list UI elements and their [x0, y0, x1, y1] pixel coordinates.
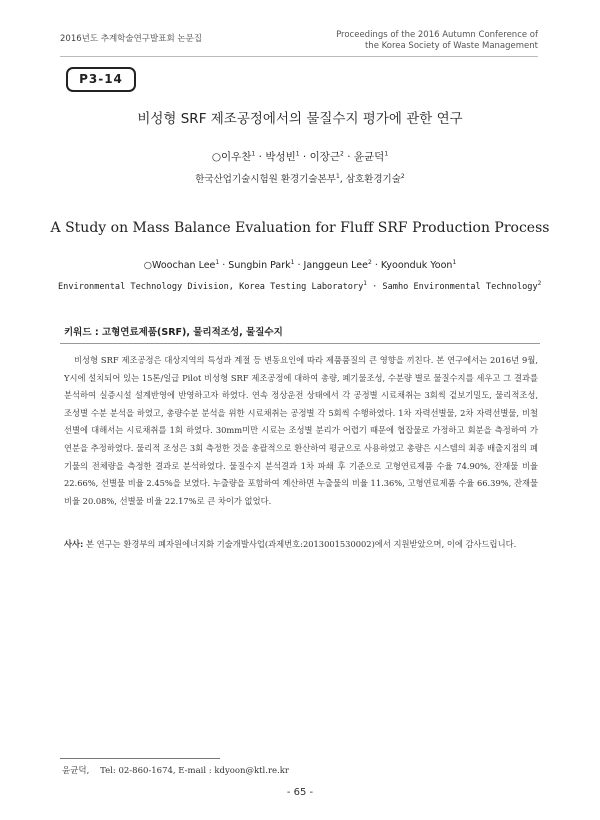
abstract-body: 비성형 SRF 제조공정은 대상지역의 특성과 계절 등 변동요인에 따라 제품품질의 큰 영향을 끼친다. 본 연구에서는 2016년 9월, Y시에 설치되어 있는 15톤/일급 Pilot 비성형 SRF 제조공정에 대하여 총량, 폐기물조성, 수분량 별로 물질수지를 세우고 그 결과를 분석하여 실증시설 설계반영에 반영하고자 하였다. 연속 정상운전 상태에서 각 공정별 시료채취는 3회씩 겉보기밀도, 물리적조성, 조성별 수분 분석을 하였고, 총량수분 분석을 위한 시료채취는 공정별 각 5회씩 수행하였다. 1차 자력선별물, 2차 자력선별물, 비철선별에 대해서는 시료채취를 1회 하였다. 30mm미만 시료는 조성별 분리가 어렵기 때문에 협잡물로 가정하고 회분을 측정하여 가연분을 추정하였다. 물리적 조성은 3회 측정한 것을 총괄적으로 환산하여 평균으로 사용하였고 총량은 시스템의 최종 배출지점의 폐기물의 전체량을 측정한 결과로 분석하였다. 물질수지 분석결과 1차 파쇄 후 기준으로 고형연료제품 수율 74.90%, 잔재물 비율 22.66%, 선별물 비율 2.45%을 보였다. 누출량을 포함하여 계산하면 누출물의 비율 11.36%, 고형연료제품 수율 66.39%, 잔재물 비율 20.08%, 선별물 비율 22.17%로 큰 차이가 없었다.: [64, 355, 538, 506]
affiliation-2: 삼호환경기술: [345, 174, 401, 185]
corresponding-author-footnote: 윤균덕, Tel: 02-860-1674, E-mail : kdyoon@ktl.re.kr: [62, 766, 289, 776]
affiliation-1-sup: 1: [335, 172, 340, 180]
affiliation-1-en: Environmental Technology Division, Korea Testing Laboratory: [58, 281, 364, 292]
paper-id-badge: P3-14: [66, 67, 136, 92]
affiliation-2-en: Samho Environmental Technology: [382, 281, 538, 292]
running-header-right-line2: the Korea Society of Waste Management: [364, 41, 538, 51]
page-number: - 65 -: [286, 787, 314, 798]
author-3: 이장근: [309, 151, 341, 163]
author-1-en: Woochan Lee: [152, 260, 216, 272]
author-sep: ·: [299, 151, 310, 163]
title-korean: 비성형 SRF 제조공정에서의 물질수지 평가에 관한 연구: [137, 111, 463, 127]
author-3-en-sup: 2: [367, 259, 372, 266]
keywords-divider: [60, 343, 540, 344]
title-english: A Study on Mass Balance Evaluation for Fluff SRF Production Process: [50, 220, 550, 236]
affiliation-sep: ,: [339, 174, 346, 185]
author-3-sup: 2: [340, 150, 344, 158]
running-header-right: [336, 30, 538, 52]
header-divider: [60, 56, 538, 57]
author-1: 이우찬: [221, 151, 252, 163]
author-1-en-sup: 1: [215, 259, 220, 266]
running-header-right-line1: Proceedings of the 2016 Autumn Conference of: [336, 30, 538, 40]
presenter-marker: ○: [211, 151, 222, 163]
author-1-sup: 1: [251, 150, 256, 158]
acknowledgement-text: 본 연구는 환경부의 폐자원에너지화 기술개발사업(과제번호:2013001530002)에서 지원받았으며, 이에 감사드립니다.: [83, 539, 517, 549]
author-sep: ·: [343, 151, 354, 163]
author-4-en-sup: 1: [452, 259, 457, 266]
author-sep: ·: [219, 260, 229, 272]
acknowledgement-label: 사사:: [64, 539, 84, 549]
author-4-sup: 1: [384, 150, 389, 158]
running-header-left: 2016년도 추계학술연구발표회 논문집: [60, 34, 202, 44]
affiliation-korean: [0, 171, 600, 185]
authors-korean: [0, 149, 600, 164]
author-2: 박성빈: [265, 151, 296, 163]
keywords: 키워드 : 고형연료제품(SRF), 물리적조성, 물질수지: [64, 327, 283, 338]
affiliation-1-en-sup: 1: [363, 280, 367, 287]
author-sep: ·: [294, 260, 304, 272]
affiliation-english: [58, 280, 548, 292]
footnote-divider: [60, 758, 220, 759]
author-sep: ·: [255, 151, 266, 163]
author-2-en: Sungbin Park: [228, 260, 291, 272]
affiliation-sep: ·: [366, 281, 383, 292]
affiliation-2-en-sup: 2: [537, 280, 542, 287]
author-4: 윤균덕: [353, 151, 385, 163]
author-sep: ·: [371, 260, 381, 272]
affiliation-1: 한국산업기술시험원 환경기술본부: [195, 174, 336, 185]
presenter-marker: ○: [143, 260, 153, 272]
affiliation-2-sup: 2: [400, 172, 405, 180]
acknowledgement: [64, 536, 538, 554]
author-4-en: Kyoonduk Yoon: [380, 260, 453, 272]
author-2-sup: 1: [295, 150, 300, 158]
author-2-en-sup: 1: [290, 259, 295, 266]
author-3-en: Janggeun Lee: [303, 260, 368, 272]
authors-english: [0, 259, 600, 271]
